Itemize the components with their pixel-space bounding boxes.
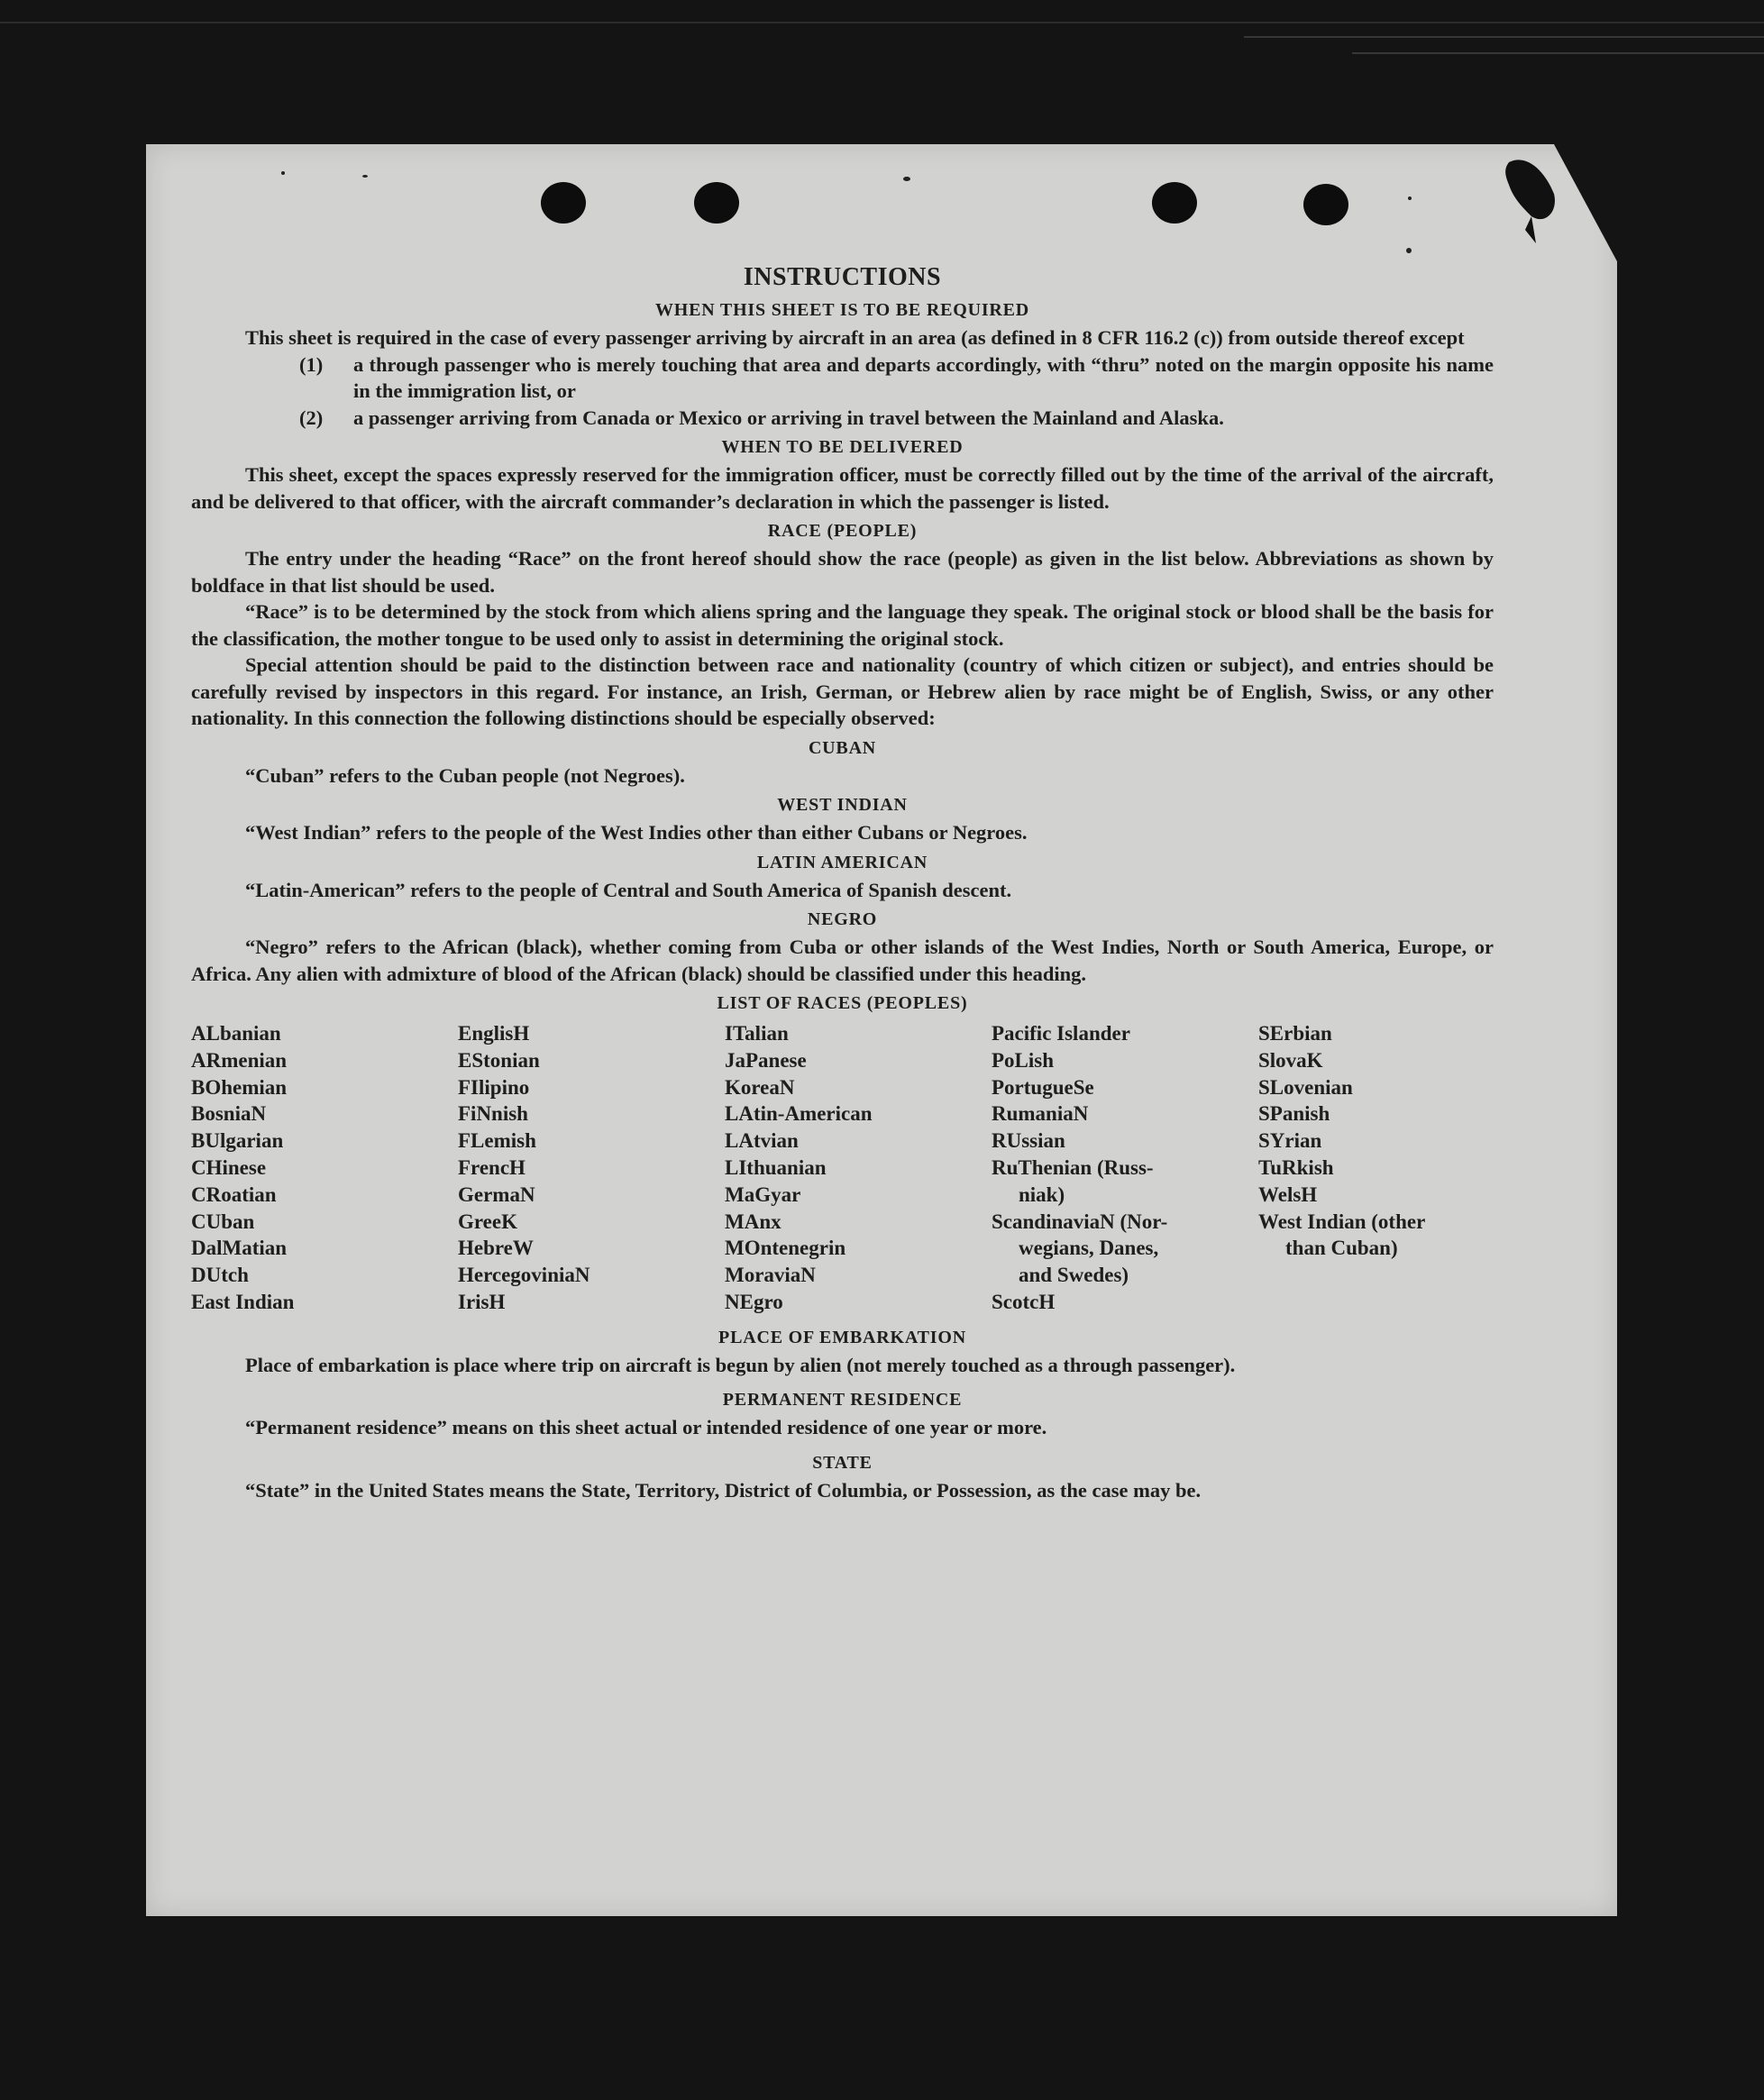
list-text: a through passenger who is merely touching that area and departs accordingly, with “thru” noted on the margin opposite his name in the immigration list, or: [353, 352, 1494, 402]
race-entry: DUtch: [191, 1264, 249, 1287]
race-entry: RuThenian (Russ-: [992, 1155, 1154, 1179]
race-paragraph-2: “Race” is to be determined by the stock from which aliens spring and the language they speak. The original stock or blood shall be the basis for the classification, the mother tongue to be used only to assist in determining the original stock.: [191, 600, 1494, 650]
page-title: INSTRUCTIONS: [743, 263, 942, 291]
race-entry-continued: niak): [1019, 1182, 1065, 1206]
heading-cuban: CUBAN: [808, 737, 877, 758]
race-entry: EnglisH: [458, 1022, 530, 1045]
list-item: [299, 405, 1494, 432]
race-entry: CHinese: [191, 1155, 267, 1179]
race-entry: West Indian (other: [1258, 1210, 1426, 1233]
race-entry: HebreW: [458, 1237, 534, 1260]
race-entry: CRoatian: [191, 1182, 277, 1206]
torn-corner: [1482, 144, 1617, 261]
race-entry: CUban: [191, 1210, 255, 1233]
race-entry: MaGyar: [725, 1182, 801, 1206]
race-entry: BOhemian: [191, 1075, 288, 1099]
heading-when-required: WHEN THIS SHEET IS TO BE REQUIRED: [654, 300, 1030, 320]
race-entry: LAtin-American: [725, 1102, 873, 1126]
races-column: [1258, 1020, 1494, 1316]
race-entry: FiNnish: [458, 1102, 528, 1126]
race-entry-continued: wegians, Danes,: [1019, 1237, 1159, 1260]
speck: [1408, 196, 1412, 200]
race-entry: LIthuanian: [725, 1155, 827, 1179]
document-page: [146, 144, 1617, 1916]
heading-list-of-races: LIST OF RACES (PEOPLES): [717, 993, 968, 1013]
race-entry: PoLish: [992, 1048, 1055, 1072]
race-paragraph-1: The entry under the heading “Race” on the front hereof should show the race (people) as given in the list below. Abbreviations as shown by boldface in that list should be used.: [191, 547, 1494, 597]
instructions-content: [191, 261, 1494, 1503]
race-entry: ITalian: [725, 1022, 789, 1045]
race-entry: RumaniaN: [992, 1102, 1089, 1126]
punch-hole: [1152, 182, 1197, 224]
state-text: “State” in the United States means the State, Territory, District of Columbia, or Possession, as the case may be.: [245, 1478, 1202, 1502]
race-entry: MOntenegrin: [725, 1237, 846, 1260]
heading-embarkation: PLACE OF EMBARKATION: [718, 1327, 966, 1347]
race-entry: RUssian: [992, 1129, 1065, 1153]
heading-negro: NEGRO: [807, 909, 878, 929]
race-entry: EStonian: [458, 1048, 540, 1072]
race-entry: TuRkish: [1258, 1155, 1334, 1179]
race-entry: ScandinaviaN (Nor-: [992, 1210, 1168, 1233]
race-entry: JaPanese: [725, 1048, 807, 1072]
race-entry: ARmenian: [191, 1048, 288, 1072]
race-entry: SYrian: [1258, 1129, 1322, 1153]
list-number: (1): [299, 352, 324, 376]
race-entry: ScotcH: [992, 1290, 1056, 1313]
races-column: [191, 1020, 458, 1316]
race-entry: NEgro: [725, 1290, 783, 1313]
race-entry: FIlipino: [458, 1075, 530, 1099]
speck: [903, 177, 910, 181]
race-entry: FLemish: [458, 1129, 536, 1153]
race-entry: DalMatian: [191, 1237, 288, 1260]
race-paragraph-3: Special attention should be paid to the distinction between race and nationality (country of which citizen or subject), and entries should be carefully revised by inspectors in this regard. For instance, an Irish, German, or Hebrew alien by race might be of English, Swiss, or any other nationality. In this connection the following distinctions should be especially observed:: [191, 653, 1494, 729]
cuban-text: “Cuban” refers to the Cuban people (not Negroes).: [245, 763, 685, 787]
negro-text: “Negro” refers to the African (black), whether coming from Cuba or other islands of the West Indies, North or South America, Europe, or Africa. Any alien with admixture of blood of the African (black) should be classified under this heading.: [191, 936, 1494, 985]
when-delivered-text: This sheet, except the spaces expressly reserved for the immigration officer, must be correctly filled out by the time of the arrival of the aircraft, and be delivered to that officer, with the aircraft commander’s declaration in which the passenger is listed.: [191, 463, 1494, 513]
races-column: [458, 1020, 725, 1316]
punch-hole: [694, 182, 739, 224]
race-entry: HercegoviniaN: [458, 1264, 590, 1287]
heading-west-indian: WEST INDIAN: [777, 795, 908, 815]
list-text: a passenger arriving from Canada or Mexico or arriving in travel between the Mainland and Alaska.: [353, 406, 1224, 429]
race-entry: SPanish: [1258, 1102, 1330, 1126]
race-entry: SErbian: [1258, 1022, 1332, 1045]
speck: [281, 171, 285, 175]
scan-artifact-line: [1352, 52, 1764, 54]
heading-state: STATE: [812, 1452, 873, 1473]
latin-american-text: “Latin-American” refers to the people of Central and South America of Spanish descent.: [245, 878, 1012, 901]
embarkation-text: Place of embarkation is place where trip on aircraft is begun by alien (not merely touched as a through passenger).: [245, 1353, 1236, 1376]
race-entry: Pacific Islander: [992, 1022, 1130, 1045]
races-column: [725, 1020, 992, 1316]
races-list: [191, 1020, 1494, 1316]
race-entry: KoreaN: [725, 1075, 795, 1099]
races-column: [992, 1020, 1258, 1316]
race-entry: MoraviaN: [725, 1264, 816, 1287]
race-entry: IrisH: [458, 1290, 506, 1313]
race-entry: BosniaN: [191, 1102, 267, 1126]
spacer: [191, 1316, 1494, 1321]
race-entry: BUlgarian: [191, 1129, 284, 1153]
race-entry: FrencH: [458, 1155, 526, 1179]
race-entry: ALbanian: [191, 1022, 281, 1045]
race-entry-continued: and Swedes): [1019, 1264, 1129, 1287]
when-required-intro: This sheet is required in the case of every passenger arriving by aircraft in an area (as defined in 8 CFR 116.2 (c)) from outside thereof except: [245, 326, 1465, 349]
west-indian-text: “West Indian” refers to the people of the West Indies other than either Cubans or Negroes.: [245, 821, 1028, 844]
race-entry: MAnx: [725, 1210, 781, 1233]
punch-hole: [541, 182, 586, 224]
race-entry: GermaN: [458, 1182, 535, 1206]
race-entry: GreeK: [458, 1210, 517, 1233]
speck: [362, 175, 368, 178]
scan-artifact-line: [1244, 36, 1764, 38]
heading-when-delivered: WHEN TO BE DELIVERED: [721, 437, 964, 457]
scan-artifact-line: [0, 22, 1764, 23]
residence-text: “Permanent residence” means on this sheet actual or intended residence of one year or more.: [245, 1416, 1047, 1439]
heading-race: RACE (PEOPLE): [767, 521, 918, 541]
punch-hole: [1303, 184, 1348, 225]
race-entry: SLovenian: [1258, 1075, 1353, 1099]
race-entry: East Indian: [191, 1290, 295, 1313]
heading-permanent-residence: PERMANENT RESIDENCE: [722, 1390, 963, 1411]
list-item: [299, 352, 1494, 405]
spacer: [191, 1378, 1494, 1383]
spacer: [191, 1441, 1494, 1447]
race-entry-continued: than Cuban): [1285, 1237, 1398, 1260]
speck: [1406, 248, 1412, 253]
race-entry: WelsH: [1258, 1182, 1318, 1206]
race-entry: LAtvian: [725, 1129, 799, 1153]
list-number: (2): [299, 406, 324, 429]
heading-latin-american: LATIN AMERICAN: [756, 852, 928, 872]
race-entry: PortugueSe: [992, 1075, 1094, 1099]
race-entry: SlovaK: [1258, 1048, 1323, 1072]
